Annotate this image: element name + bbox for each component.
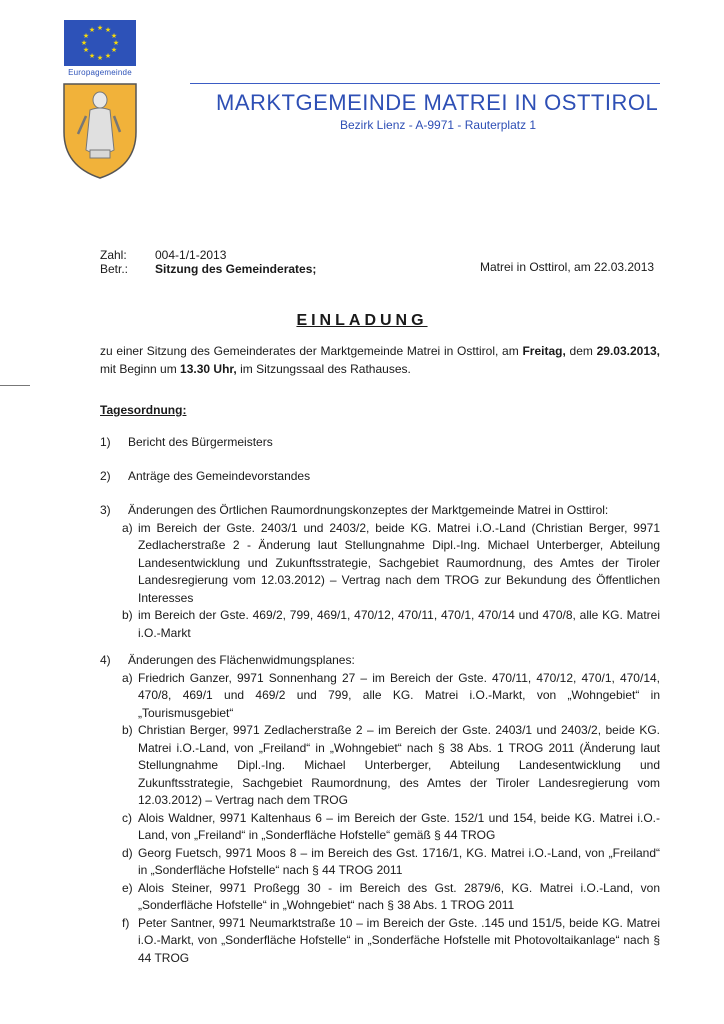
agenda-subitem-text: im Bereich der Gste. 2403/1 und 2403/2, beide KG. Matrei i.O.-Land (Christian Berger, 9971 Zedlacherstraße 2 - Änderung laut Stellungnahme Dipl.-Ing. Michael Unterberger, Abteilung Landesentwicklung und Zukunftsstrategie, Sachgebiet Raumordnung, des Amtes der Tiroler Landesregierung vom 12.03.2012) – Vertrag nach dem TROG zur Bekundung des Öffentlichen Interesses bbox=[138, 520, 660, 605]
svg-text:★: ★ bbox=[88, 26, 96, 34]
agenda-subitem-label: e) bbox=[122, 880, 133, 895]
subject-line bbox=[100, 260, 316, 278]
agenda-subitem-text: Alois Waldner, 9971 Kaltenhaus 6 – im Bereich der Gste. 152/1 und 154, beide KG. Matrei i.O.-Land, von „Freiland“ in „Sonderfläche Hofstelle“ gemäß § 44 TROG bbox=[138, 810, 660, 842]
intro-text: mit Beginn um bbox=[100, 362, 181, 376]
agenda-subitem-label: b) bbox=[122, 608, 133, 622]
agenda-subitem-text: Georg Fuetsch, 9971 Moos 8 – im Bereich des Gst. 1716/1, KG. Matrei i.O.-Land, von „Freiland“ in „Sonderfläche Hofstelle“ nach § 44 TROG 2011 bbox=[138, 845, 660, 877]
agenda-subitem-label: a) bbox=[122, 520, 133, 535]
agenda-subitem bbox=[122, 607, 660, 642]
meeting-time: 13.30 Uhr, bbox=[180, 362, 237, 376]
agenda-subitem bbox=[122, 520, 660, 608]
agenda-item-number: 3) bbox=[100, 503, 111, 517]
agenda-item bbox=[100, 502, 660, 642]
agenda-item bbox=[100, 652, 660, 967]
margin-mark bbox=[0, 385, 30, 386]
agenda-subitem-text: Alois Steiner, 9971 Proßegg 30 - im Bereich des Gst. 2879/6, KG. Matrei i.O.-Land, von „Sonderfläche Hofstelle“ in „Wohngebiet“ nach § 38 Abs. 1 TROG 2011 bbox=[138, 880, 660, 912]
agenda-subitem bbox=[122, 810, 660, 845]
agenda-subitem-text: Christian Berger, 9971 Zedlacherstraße 2 – im Bereich der Gste. 2403/1 und 2403/2, beide KG. Matrei i.O.-Land, von „Freiland“ in „Wohngebiet“ nach § 38 Abs. 1 TROG 2011 (Änderung laut Stellungnahme Dipl.-Ing. Michael Unterberger, Abteilung Landesentwicklung und Zukunftsstrategie, Sachgebiet Raumordnung, des Amtes der Tiroler Landesregierung vom 12.03.2012) – Vertrag nach dem TROG bbox=[138, 723, 660, 807]
invitation-text bbox=[100, 342, 660, 378]
eu-flag-logo bbox=[64, 20, 136, 66]
agenda-item bbox=[100, 468, 660, 486]
svg-text:★: ★ bbox=[110, 32, 118, 40]
subject-value: Sitzung des Gemeinderates; bbox=[155, 262, 317, 276]
svg-text:★: ★ bbox=[96, 54, 104, 62]
intro-text: zu einer Sitzung des Gemeinderates der Marktgemeinde Matrei in Osttirol, am bbox=[100, 344, 523, 358]
meeting-date: 29.03.2013, bbox=[596, 344, 661, 358]
agenda-subitem-label: b) bbox=[122, 723, 133, 737]
svg-text:★: ★ bbox=[88, 52, 96, 60]
place-and-date: Matrei in Osttirol, am 22.03.2013 bbox=[480, 260, 655, 274]
agenda-subitem-label: f) bbox=[122, 915, 130, 930]
agenda-item-number: 4) bbox=[100, 653, 111, 667]
reference-label: Zahl: bbox=[100, 248, 127, 262]
agenda-subitem bbox=[122, 915, 660, 968]
agenda-item bbox=[100, 434, 660, 452]
agenda-item-text: Änderungen des Flächenwidmungsplanes: bbox=[128, 653, 355, 667]
svg-text:★: ★ bbox=[112, 39, 120, 47]
reference-value: 004-1/1-2013 bbox=[155, 248, 227, 262]
subject-label: Betr.: bbox=[100, 262, 129, 276]
intro-text: im Sitzungssaal des Rathauses. bbox=[236, 362, 411, 376]
agenda-item-number: 1) bbox=[100, 435, 111, 449]
coat-of-arms-icon bbox=[60, 80, 140, 180]
agenda-subitem-text: Friedrich Ganzer, 9971 Sonnenhang 27 – im Bereich der Gste. 470/11, 470/12, 470/1, 470/14, 470/8, 469/1 und 469/2 und 799, alle KG. Matrei i.O.-Markt, von „Wohngebiet“ in „Tourismusgebiet“ bbox=[138, 670, 660, 720]
agenda-title: Tagesordnung: bbox=[100, 403, 187, 417]
agenda-subitem-text: im Bereich der Gste. 469/2, 799, 469/1, 470/12, 470/11, 470/1, 470/14 und 470/8, alle KG. Matrei i.O.-Markt bbox=[138, 608, 660, 640]
svg-text:★: ★ bbox=[80, 39, 88, 47]
intro-text: dem bbox=[565, 344, 597, 358]
agenda-item-text: Anträge des Gemeindevorstandes bbox=[128, 469, 311, 483]
document-heading: EINLADUNG bbox=[296, 312, 428, 329]
header-rule bbox=[190, 83, 660, 84]
eu-caption: Europagemeinde bbox=[68, 68, 132, 77]
svg-text:★: ★ bbox=[110, 46, 118, 54]
agenda-item-number: 2) bbox=[100, 469, 111, 483]
municipality-title: MARKTGEMEINDE MATREI IN OSTTIROL bbox=[216, 90, 659, 115]
svg-text:★: ★ bbox=[104, 26, 112, 34]
agenda-subitem bbox=[122, 670, 660, 723]
agenda-subitem bbox=[122, 722, 660, 810]
agenda-subitem-text: Peter Santner, 9971 Neumarktstraße 10 – im Bereich der Gste. .145 und 151/5, beide KG. Matrei i.O.-Markt, von „Sonderfläche Hofstelle“ in „Sonderfäche Hofstelle mit Photovoltaikanlage“ nach § 44 TROG bbox=[138, 915, 660, 965]
svg-text:★: ★ bbox=[82, 32, 90, 40]
svg-text:★: ★ bbox=[96, 24, 104, 32]
svg-text:★: ★ bbox=[82, 46, 90, 54]
agenda-item-text: Änderungen des Örtlichen Raumordnungskonzeptes der Marktgemeinde Matrei in Osttirol: bbox=[128, 503, 609, 517]
svg-text:★: ★ bbox=[104, 52, 112, 60]
agenda-subitem-label: a) bbox=[122, 670, 133, 685]
agenda-subitem-label: d) bbox=[122, 845, 133, 860]
agenda-subitem bbox=[122, 845, 660, 880]
agenda-item-text: Bericht des Bürgermeisters bbox=[128, 435, 273, 449]
municipality-address: Bezirk Lienz - A-9971 - Rauterplatz 1 bbox=[340, 118, 537, 132]
meeting-day: Freitag, bbox=[522, 344, 566, 358]
agenda-subitem-label: c) bbox=[122, 810, 132, 825]
agenda-subitem bbox=[122, 880, 660, 915]
